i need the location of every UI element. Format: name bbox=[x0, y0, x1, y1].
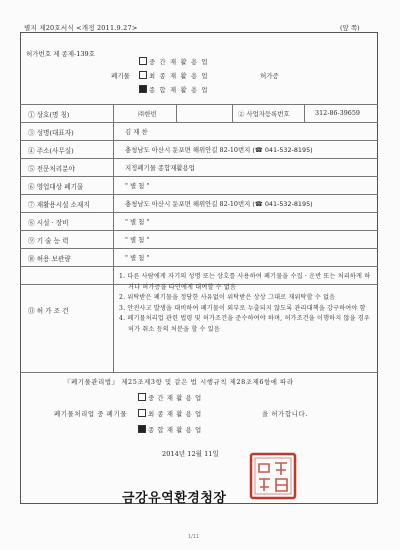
label-technical-capability: ⑨ 기 술 능 력 bbox=[28, 237, 69, 245]
label-permit-conditions: ⑪ 허 가 조 건 bbox=[28, 307, 69, 315]
row1-mid-divider bbox=[176, 104, 177, 122]
label-company-name: ① 상호(명 칭) bbox=[28, 111, 70, 119]
row-divider bbox=[20, 266, 378, 267]
category-final: 최 종 재 활 용 업 bbox=[139, 71, 209, 80]
checkbox-comprehensive-checked bbox=[139, 85, 147, 93]
row-divider bbox=[20, 372, 378, 373]
row1-mid-divider-2 bbox=[232, 104, 233, 122]
label-facility-location: ⑦ 재활용시설 소재지 bbox=[28, 201, 90, 209]
label-office-address: ④ 주소(사무실) bbox=[28, 147, 74, 155]
row-divider bbox=[20, 230, 378, 231]
official-seal-icon bbox=[249, 452, 297, 500]
row-divider bbox=[20, 122, 378, 123]
row-divider bbox=[20, 176, 378, 177]
footer-final: 최 종 재 활 용 업 bbox=[138, 409, 202, 418]
value-specialty: 지정폐기물 종합재활용업 bbox=[125, 164, 195, 172]
value-representative: 김 재 찬 bbox=[125, 128, 148, 136]
table-top-rule bbox=[20, 104, 378, 105]
footer-right-label: 을 허가합니다. bbox=[262, 410, 308, 418]
footer-comprehensive: 종 합 재 활 용 업 bbox=[138, 425, 202, 434]
row-divider bbox=[20, 158, 378, 159]
label-business-reg-no: ② 사업자등록번호 bbox=[238, 110, 290, 118]
row-divider bbox=[20, 140, 378, 141]
footer-checkbox-final bbox=[138, 409, 146, 417]
value-target-waste: " 별 첨 " bbox=[125, 182, 150, 190]
form-reference: 별지 제20호서식 <개정 2011.9.27> bbox=[24, 24, 138, 32]
category-intermediate: 중 간 재 활 용 업 bbox=[139, 57, 209, 66]
checkbox-intermediate bbox=[139, 57, 147, 65]
value-company-name: ㈜한빈 bbox=[138, 110, 157, 118]
footer-checkbox-comprehensive-checked bbox=[138, 425, 146, 433]
office-phone: (☎ 041-532-8195) bbox=[252, 146, 313, 154]
checkbox-final bbox=[139, 71, 147, 79]
page-side-label: (앞 쪽) bbox=[340, 24, 360, 32]
footer-checkbox-intermediate bbox=[138, 393, 146, 401]
row1-mid-divider-3 bbox=[304, 104, 305, 122]
label-target-waste: ⑥ 영업대상 폐기물 bbox=[28, 183, 84, 191]
condition-item: 1. 다른 사람에게 자기의 성명 또는 상호를 사용하여 폐기물을 수집 · 운반 또는 처리하게 하거나 허가증을 타인에게 대여할 수 없음 bbox=[119, 273, 371, 291]
label-specialty: ⑤ 전문처리분야 bbox=[28, 165, 75, 173]
permit-number: 허가번호 제 종제-139호 bbox=[26, 50, 95, 58]
condition-item: 3. 안전사고 발생을 대비하여 폐기물이 외부로 누출되지 않도록 관리대책을 강구하여야 함 bbox=[119, 304, 366, 312]
value-business-reg-no: 312-86-39659 bbox=[315, 109, 360, 117]
facility-phone: (☎ 041-532-8195) bbox=[252, 200, 313, 208]
category-left-label: 폐기물 bbox=[111, 72, 130, 80]
permit-conditions-list bbox=[119, 272, 371, 335]
label-representative: ③ 성명(대표자) bbox=[28, 129, 74, 137]
footer-left-label: 폐기물처리업 중 폐기물 bbox=[54, 410, 127, 418]
issuer-name: 금강유역환경청장 bbox=[122, 491, 227, 506]
page-number: 1/11 bbox=[188, 534, 200, 540]
value-facility-location: 충청남도 아산시 둔포면 해위안길 82-10번지 (☎ 041-532-8195) bbox=[125, 200, 313, 208]
condition-item: 4. 폐기물처리업 관련 법령 및 허가조건을 준수하여야 하며, 허가조건을 이행하지 않을 경우 허가 취소 등의 처분을 할 수 있음 bbox=[119, 315, 370, 333]
value-office-address: 충청남도 아산시 둔포면 해위안길 82-10번지 (☎ 041-532-8195) bbox=[125, 146, 313, 154]
category-comprehensive: 종 합 재 활 용 업 bbox=[139, 85, 209, 94]
condition-item: 2. 위탁받은 폐기물을 정당한 사유없이 위탁받은 상상 그대로 재위탁할 수 없음 bbox=[119, 294, 336, 301]
row-divider bbox=[20, 194, 378, 195]
row-divider bbox=[20, 248, 378, 249]
category-right-label: 허가증 bbox=[260, 72, 279, 80]
label-column-divider bbox=[113, 104, 114, 372]
row-divider bbox=[20, 212, 378, 213]
value-technical-capability: " 별 첨 " bbox=[125, 236, 150, 244]
footer-intermediate: 중 간 재 활 용 업 bbox=[138, 393, 202, 402]
label-storage-limit: ⑩ 허용 보관량 bbox=[28, 255, 71, 263]
value-equipment: " 별 첨 " bbox=[125, 218, 150, 226]
label-equipment: ⑧ 시설 · 장비 bbox=[28, 219, 69, 227]
legal-basis: 『폐기물관리법』 제25조제3항 및 같은 법 시행규칙 제28조제6항에 따라 bbox=[64, 378, 294, 386]
value-storage-limit: " 별 첨 " bbox=[125, 254, 150, 262]
issue-date: 2014년 12월 11일 bbox=[162, 450, 219, 458]
